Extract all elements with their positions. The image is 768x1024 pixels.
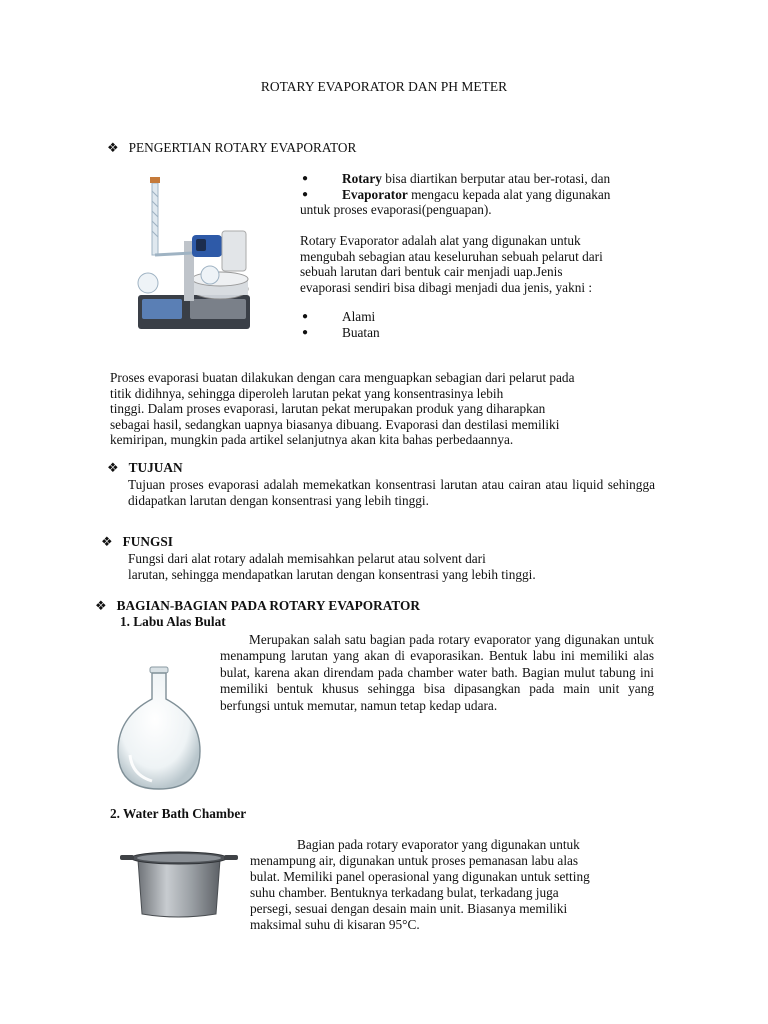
paragraph-line: evaporasi sendiri bisa dibagi menjadi dua jenis, yakni : — [300, 279, 593, 295]
section-fungsi-title: FUNGSI — [122, 534, 173, 549]
dot-bullet-icon: ● — [302, 173, 309, 184]
rotary-evaporator-image — [128, 175, 253, 335]
proses-paragraph — [110, 370, 670, 448]
def-rotary: bisa diartikan berputar atau ber-rotasi, dan — [381, 171, 611, 186]
paragraph-line: Proses evaporasi buatan dilakukan dengan cara menguapkan sebagian dari pelarut pada — [110, 370, 575, 385]
diamond-bullet-icon: ❖ — [101, 534, 113, 549]
section-pengertian-heading — [107, 140, 356, 156]
diamond-bullet-icon: ❖ — [107, 460, 119, 475]
term-rotary: Rotary — [342, 171, 382, 186]
paragraph-line: Bagian pada rotary evaporator yang digunakan untuk — [297, 837, 580, 852]
round-flask-image — [112, 665, 207, 793]
term-evaporator: Evaporator — [342, 186, 408, 202]
tujuan-paragraph: Tujuan proses evaporasi adalah memekatkan konsentrasi larutan atau cairan atau liquid sehingga didapatkan larutan dengan konsentrasi yang lebih tinggi. — [128, 477, 655, 508]
dot-bullet-icon: ● — [302, 188, 309, 200]
paragraph-line: persegi, sesuai dengan desain main unit. Biasanya memiliki — [250, 901, 568, 916]
def-evaporator: mengacu kepada alat yang digunakan — [407, 186, 611, 202]
diamond-bullet-icon: ❖ — [95, 598, 107, 613]
paragraph-line: sebagai hasil, sedangkan uapnya biasanya dibuang. Evaporasi dan destilasi memiliki — [110, 416, 560, 432]
paragraph-line: sebuah larutan dari bentuk cair menjadi uap.Jenis — [300, 264, 563, 279]
paragraph-line: bulat. Memiliki panel operasional yang digunakan untuk setting — [250, 869, 590, 884]
paragraph-line: mengubah sebagian atau keseluruhan sebuah pelarut dari — [300, 248, 603, 264]
paragraph-line: menampung air, digunakan untuk proses pemanasan labu alas — [250, 853, 579, 868]
paragraph-line: Fungsi dari alat rotary adalah memisahkan pelarut atau solvent dari — [128, 551, 486, 566]
section-bagian-title: BAGIAN-BAGIAN PADA ROTARY EVAPORATOR — [116, 598, 420, 613]
type-label: Buatan — [342, 324, 380, 340]
type-label: Alami — [342, 309, 376, 324]
paragraph-line: larutan, sehingga mendapatkan larutan dengan konsentrasi yang lebih tinggi. — [128, 566, 536, 582]
paragraph-line: tinggi. Dalam proses evaporasi, larutan pekat merupakan produk yang diharapkan — [110, 401, 546, 416]
list-item-evaporator — [300, 187, 656, 203]
document-title: ROTARY EVAPORATOR DAN PH METER — [260, 79, 508, 94]
list-item-rotary — [300, 171, 656, 187]
water-bath-title: 2. Water Bath Chamber — [110, 806, 247, 821]
section-pengertian-title: PENGERTIAN ROTARY EVAPORATOR — [128, 140, 357, 155]
water-bath-paragraph — [250, 837, 670, 933]
list-item-alami — [300, 309, 500, 325]
rotary-evaporator-paragraph — [300, 233, 660, 295]
section-tujuan-title: TUJUAN — [128, 460, 183, 475]
dot-bullet-icon: ● — [302, 326, 309, 338]
labu-alas-bulat-title: 1. Labu Alas Bulat — [120, 614, 226, 629]
evaporation-types-list — [300, 309, 500, 340]
paragraph-line: suhu chamber. Bentuknya terkadang bulat, terkadang juga — [250, 885, 559, 900]
paragraph-line: maksimal suhu di kisaran 95°C. — [250, 917, 420, 932]
water-bath-image — [118, 848, 240, 920]
paragraph-line: kemiripan, mungkin pada artikel selanjutnya akan kita bahas perbedaannya. — [110, 432, 514, 447]
section-fungsi-heading — [101, 534, 173, 550]
paragraph-line: Rotary Evaporator adalah alat yang digunakan untuk — [300, 233, 581, 248]
labu-paragraph: Merupakan salah satu bagian pada rotary evaporator yang digunakan untuk menampung larutan yang akan di evaporasikan. Bentuk labu ini memiliki alas bulat, karena akan direndam pada chamber water bath. Bagian mulut tabung ini memiliki bentuk khusus sehingga bisa dipasangkan pada main unit yang berfungsi untuk memutar, namun tetap kedap udara. — [220, 632, 654, 713]
section-tujuan-heading — [107, 460, 183, 476]
fungsi-paragraph — [128, 551, 668, 582]
dot-bullet-icon: ● — [302, 311, 309, 322]
paragraph-line: titik didihnya, sehingga diperoleh larutan pekat yang konsentrasinya lebih — [110, 385, 504, 401]
diamond-bullet-icon: ❖ — [107, 140, 119, 155]
list-item-buatan — [300, 325, 500, 341]
section-bagian-heading — [95, 598, 420, 614]
def-evaporator-cont: untuk proses evaporasi(penguapan). — [300, 202, 492, 217]
